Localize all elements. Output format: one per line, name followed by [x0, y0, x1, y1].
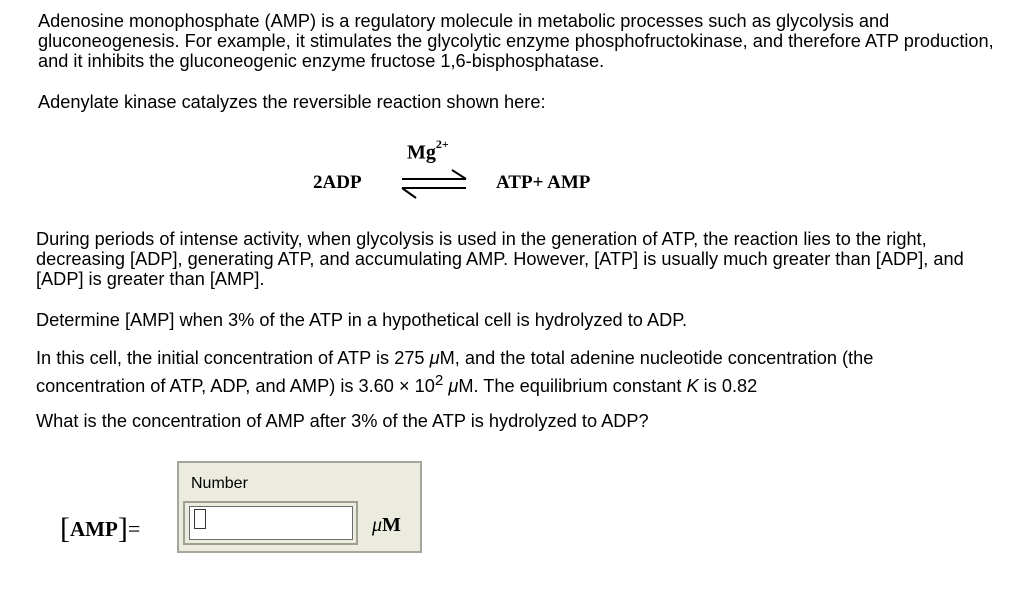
given-line2-exp: 2 [434, 372, 444, 389]
equilibrium-arrow-icon [400, 168, 470, 200]
amp-close-bracket: ] [117, 512, 128, 545]
catalyst-charge: 2+ [435, 137, 449, 151]
number-input[interactable] [189, 506, 353, 540]
reactant: 2ADP [313, 172, 362, 193]
unit-mu: μ [372, 514, 383, 536]
given-line2-c: M. The equilibrium constant [458, 376, 687, 397]
given-line1-mu: μ [429, 348, 440, 368]
products: ATP+ AMP [496, 172, 591, 193]
unit-m: M [382, 514, 401, 536]
amp-equation-label [60, 510, 140, 544]
task-paragraph: Determine [AMP] when 3% of the ATP in a hypothetical cell is hydrolyzed to ADP. [36, 310, 688, 330]
given-line2-d: is 0.82 [698, 376, 758, 397]
answer-input-panel [183, 501, 358, 545]
catalyst-label [407, 137, 449, 165]
answer-box [177, 461, 422, 553]
text-cursor-icon [194, 509, 206, 529]
amp-symbol: AMP [70, 517, 118, 541]
catalyst-symbol: Mg [407, 141, 436, 164]
intro-paragraph: Adenosine monophosphate (AMP) is a regulatory molecule in metabolic processes such as glycolysis and gluconeogenesis. For example, it stimulates the glycolytic enzyme phosphofructokinase, and therefore ATP production, and it inhibits the gluconeogenic enzyme fructose 1,6-bisphosphatase. [38, 11, 994, 71]
amp-open-bracket: [ [60, 512, 70, 545]
question-paragraph: What is the concentration of AMP after 3% of the ATP is hydrolyzed to ADP? [36, 411, 649, 431]
given-line2-a: concentration of ATP, ADP, and AMP) is 3.60 × 10 [36, 376, 435, 397]
given-paragraph [36, 348, 1006, 396]
context-paragraph: During periods of intense activity, when glycolysis is used in the generation of ATP, the reaction lies to the right, decreasing [ADP], generating ATP, and accumulating AMP. However, [ATP] is usually much greater than [ADP], and [ADP] is greater than [AMP]. [36, 229, 964, 289]
amp-equals: = [127, 516, 141, 541]
number-label: Number [191, 475, 248, 492]
given-line1-b: M, and the total adenine nucleotide concentration (the [439, 348, 874, 368]
given-line2-mu: μ [448, 376, 459, 397]
given-line2-k: K [686, 376, 699, 397]
given-line1-a: In this cell, the initial concentration of ATP is 275 [36, 348, 430, 368]
unit-label [372, 514, 401, 537]
reaction-intro: Adenylate kinase catalyzes the reversible reaction shown here: [38, 92, 546, 112]
